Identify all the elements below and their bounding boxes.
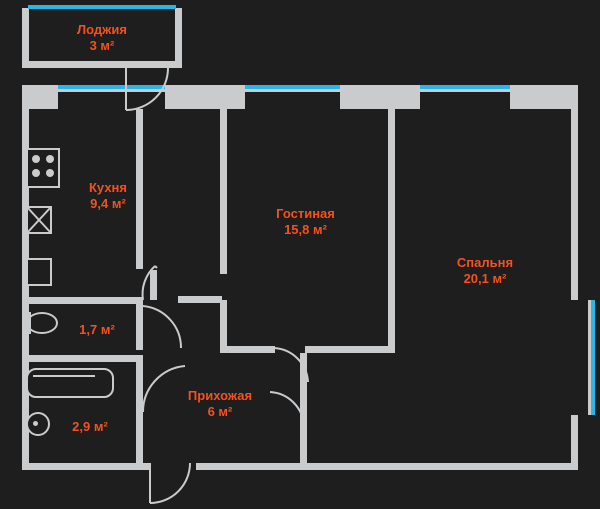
- washbasin-drain: [33, 421, 38, 426]
- exterior-wall-top-mid2: [340, 85, 420, 109]
- room-name-loggia: Лоджия: [77, 22, 127, 37]
- room-area-hall: 6 м²: [207, 404, 233, 420]
- exterior-wall-bottom-right: [196, 463, 578, 470]
- room-label-bedroom: [405, 255, 565, 288]
- loggia-wall-bottom: [22, 61, 182, 68]
- wall-living-bottom-left: [220, 346, 275, 353]
- window-inner-living: [245, 92, 340, 109]
- stove-burner-2: [46, 155, 54, 163]
- bathtub-fixture: [26, 368, 114, 398]
- door-living: [272, 348, 312, 388]
- room-label-loggia: [42, 22, 162, 55]
- exterior-wall-top-right: [510, 85, 578, 109]
- door-wc: [143, 300, 188, 356]
- window-inner-bedroom: [420, 92, 510, 109]
- room-area-bedroom: 20,1 м²: [463, 271, 507, 287]
- wall-living-left-upper: [220, 109, 227, 274]
- wall-living-right: [388, 109, 395, 353]
- room-area-loggia: 3 м²: [89, 38, 115, 54]
- entrance-door: [140, 463, 210, 509]
- room-label-wc: [62, 322, 132, 338]
- room-label-living: [228, 206, 383, 239]
- room-name-hall: Прихожая: [187, 388, 253, 403]
- door-loggia-kitchen: [118, 68, 178, 123]
- stove-burner-4: [46, 169, 54, 177]
- room-label-kitchen: [48, 180, 168, 213]
- stove-burner-3: [32, 169, 40, 177]
- room-label-hall: [155, 388, 285, 421]
- exterior-wall-right-upper: [571, 85, 578, 300]
- counter-fixture: [26, 258, 52, 286]
- room-label-bath: [55, 419, 125, 435]
- loggia-window-glazing: [28, 5, 176, 9]
- room-area-kitchen: 9,4 м²: [90, 196, 126, 212]
- loggia-wall-left: [22, 8, 29, 68]
- room-area-wc: 1,7 м²: [79, 322, 115, 337]
- room-name-kitchen: Кухня: [89, 180, 127, 195]
- loggia-wall-right: [175, 8, 182, 68]
- stove-burner-1: [32, 155, 40, 163]
- wall-wc-bath: [22, 355, 143, 362]
- window-inner-bedroom-side: [571, 300, 588, 415]
- washbasin-fixture: [26, 412, 50, 436]
- exterior-wall-bottom-left: [22, 463, 150, 470]
- room-name-living: Гостиная: [276, 206, 335, 221]
- toilet-tank: [26, 312, 31, 334]
- window-glazing-living: [245, 85, 340, 89]
- wall-kitchen-bottom: [22, 297, 143, 304]
- wall-kitchen-right-lower: [136, 300, 143, 350]
- room-area-living: 15,8 м²: [284, 222, 327, 238]
- room-name-bedroom: Спальня: [456, 255, 514, 270]
- wall-living-bottom-right: [305, 346, 395, 353]
- room-area-bath: 2,9 м²: [72, 419, 108, 434]
- bathtub-rim: [33, 375, 95, 377]
- exterior-wall-right-lower: [571, 415, 578, 470]
- window-glazing-bedroom: [420, 85, 510, 89]
- window-glazing-bedroom-side: [591, 300, 595, 415]
- wall-bath-right: [136, 362, 143, 470]
